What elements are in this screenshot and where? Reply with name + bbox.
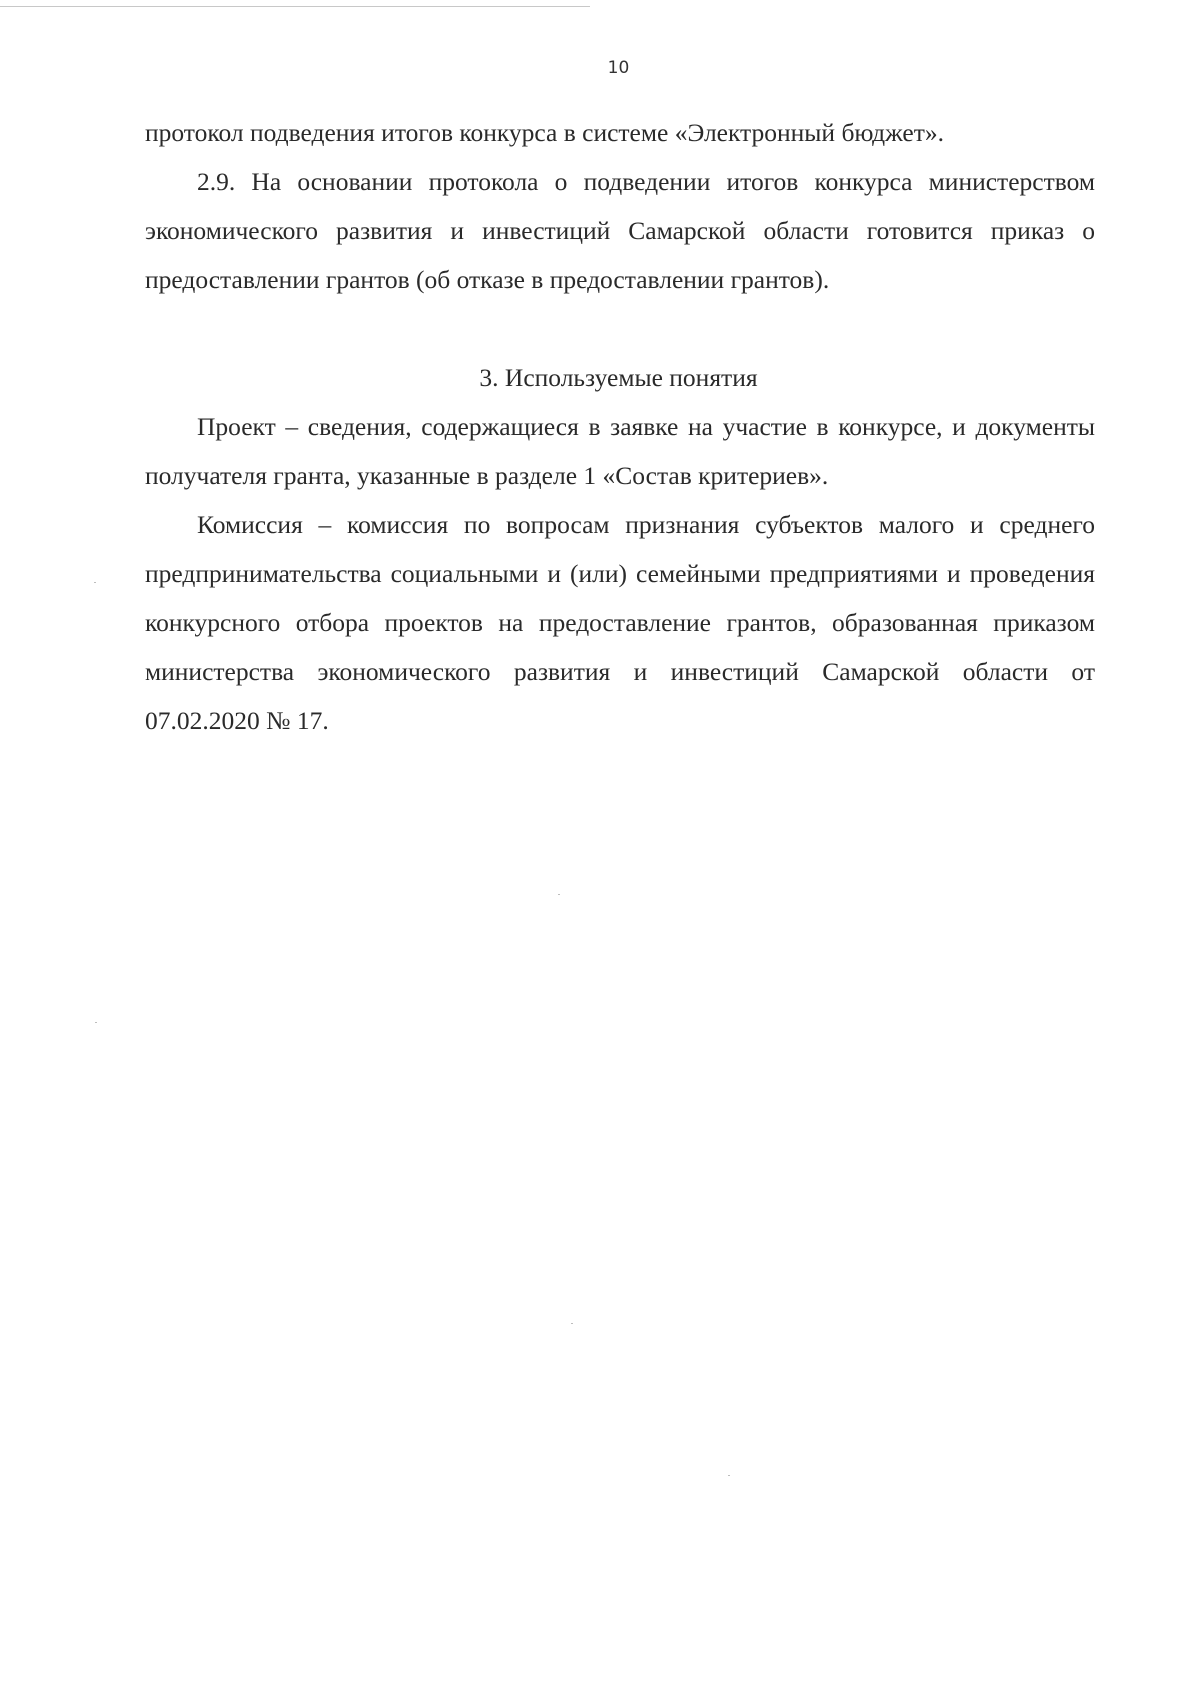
paragraph-continuation: протокол подведения итогов конкурса в системе «Электронный бюджет». bbox=[145, 118, 945, 147]
paragraph-item-2-9: 2.9. На основании протокола о подведении итогов конкурса министерством экономического развития и инвестиций Самарской области готовится приказ о предоставлении грантов (об отказе в предоставлении грантов). bbox=[145, 167, 1095, 294]
scan-speck bbox=[95, 1022, 97, 1023]
scan-speck bbox=[558, 894, 560, 895]
section-heading: 3. Используемые понятия bbox=[479, 363, 758, 392]
page-number: 10 bbox=[607, 58, 630, 78]
scan-speck bbox=[571, 1323, 573, 1324]
paragraph-commission-definition: Комиссия – комиссия по вопросам признания субъектов малого и среднего предпринимательства социальными и (или) семейными предприятиями и проведения конкурсного отбора проектов на предоставление грантов, образованная приказом министерства экономического развития и инвестиций Самарской области от 07.02.2020 № 17. bbox=[145, 510, 1095, 735]
scan-speck bbox=[728, 1475, 730, 1476]
scan-speck bbox=[94, 582, 96, 583]
paragraph-project-definition: Проект – сведения, содержащиеся в заявке на участие в конкурсе, и документы получателя гранта, указанные в разделе 1 «Состав критериев». bbox=[145, 412, 1095, 490]
scan-edge-line bbox=[0, 6, 590, 7]
